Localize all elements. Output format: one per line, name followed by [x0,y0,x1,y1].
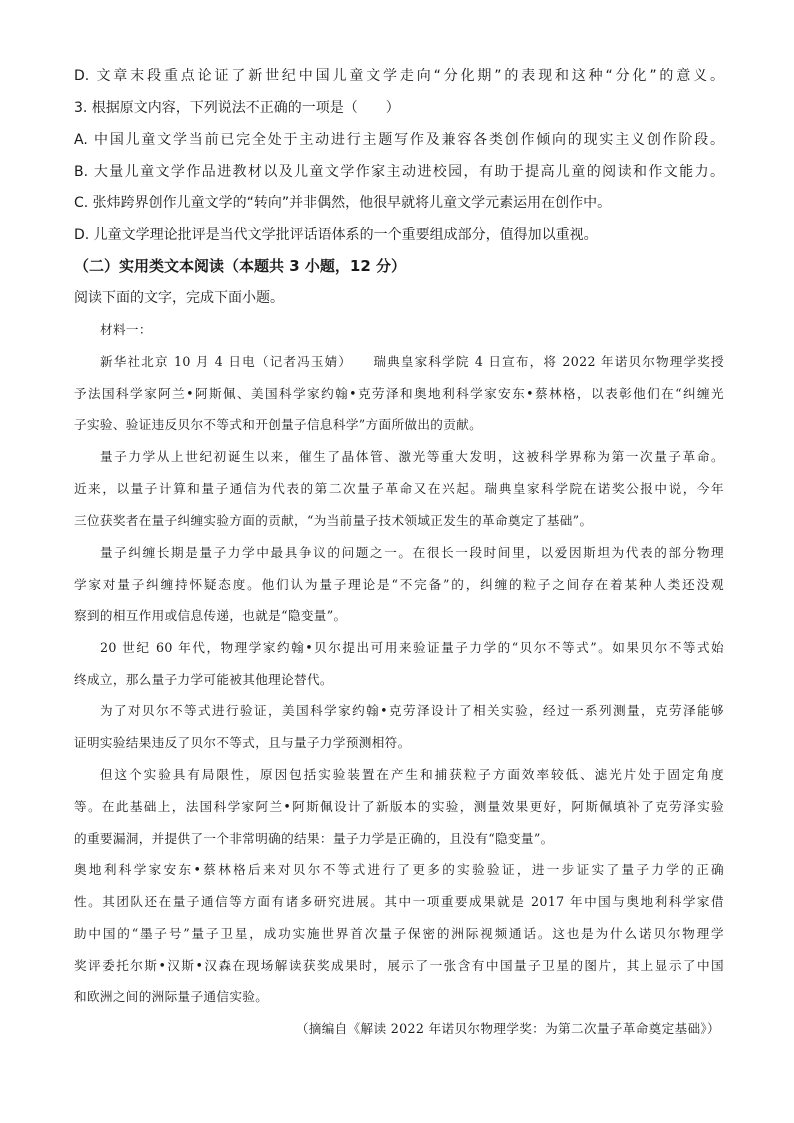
material-line: 学家对量子纠缠持怀疑态度。他们认为量子理论是“不完备”的，纠缠的粒子之间存在着某种人类还没观 [74,577,724,592]
material-line: 20 世纪 60 年代，物理学家约翰•贝尔提出可用来验证量子力学的“贝尔不等式”。如果贝尔不等式始 [100,640,724,655]
material-line: 的重要漏洞，并提供了一个非常明确的结果：量子力学是正确的，且没有“隐变量”。 [74,831,554,846]
q3-option-d: D. 儿童文学理论批评是当代文学批评话语体系的一个重要组成部分，值得加以重视。 [74,227,598,243]
q3-option-c: C. 张炜跨界创作儿童文学的“转向”并非偶然，他很早就将儿童文学元素运用在创作中。 [74,195,612,211]
material-line: 和欧洲之间的洲际量子通信实验。 [74,989,269,1004]
q3-option-a: A. 中国儿童文学当前已完全处于主动进行主题写作及兼容各类创作倾向的现实主义创作阶段。 [74,132,724,148]
material-line: 奥地利科学家安东•蔡林格后来对贝尔不等式进行了更多的实验验证，进一步证实了量子力学的正确 [74,862,724,877]
material-label: 材料一： [100,322,152,337]
material-source: （摘编自《解读 2022 年诺贝尔物理学奖：为第二次量子革命奠定基础》） [295,1021,720,1036]
q3-option-b: B. 大量儿童文学作品进教材以及儿童文学作家主动进校园，有助于提高儿童的阅读和作文能力。 [74,164,724,180]
material-line: 助中国的“墨子号”量子卫星，成功实施世界首次量子保密的洲际视频通话。这也是为什么诺贝尔物理学 [74,926,724,941]
section-instruction: 阅读下面的文字，完成下面小题。 [74,290,284,306]
material-line: 奖评委托尔斯•汉斯•汉森在现场解读获奖成果时，展示了一张含有中国量子卫星的图片，其上显示了中国 [74,958,724,973]
material-line: 等。在此基础上，法国科学家阿兰•阿斯佩设计了新版本的实验，测量效果更好，阿斯佩填补了克劳泽实验 [74,799,724,814]
q3-stem: 3. 根据原文内容，下列说法不正确的一项是（ ） [74,100,400,116]
material-line: 察到的相互作用或信息传递，也就是“隐变量”。 [74,608,347,623]
material-line: 予法国科学家阿兰•阿斯佩、美国科学家约翰•克劳泽和奥地利科学家安东•蔡林格，以表彰他们在“纠缠光 [74,386,724,401]
material-line: 三位获奖者在量子纠缠实验方面的贡献，“为当前量子技术领域正发生的革命奠定了基础”。 [74,513,593,528]
material-line: 新华社北京 10 月 4 日电（记者冯玉婧） 瑞典皇家科学院 4 日宣布，将 2022 年诺贝尔物理学奖授 [100,354,724,369]
section-heading: （二）实用类文本阅读（本题共 3 小题，12 分） [74,257,406,275]
material-line: 近来，以量子计算和量子通信为代表的第二次量子革命又在兴起。瑞典皇家科学院在诺奖公报中说，今年 [74,481,724,496]
material-line: 但这个实验具有局限性，原因包括实验装置在产生和捕获粒子方面效率较低、滤光片处于固定角度 [100,767,724,782]
material-line: 证明实验结果违反了贝尔不等式，且与量子力学预测相符。 [74,735,411,750]
material-line: 量子力学从上世纪初诞生以来，催生了晶体管、激光等重大发明，这被科学界称为第一次量子革命。 [100,449,724,464]
material-line: 性。其团队还在量子通信等方面有诸多研究进展。其中一项重要成果就是 2017 年中国与奥地利科学家借 [74,894,724,909]
material-line: 子实验、验证违反贝尔不等式和开创量子信息科学”方面所做出的贡献。 [74,417,483,432]
material-line: 量子纠缠长期是量子力学中最具争议的问题之一。在很长一段时间里，以爱因斯坦为代表的部分物理 [100,545,724,560]
material-line: 为了对贝尔不等式进行验证，美国科学家约翰•克劳泽设计了相关实验，经过一系列测量，克劳泽能够 [100,703,724,718]
material-line: 终成立，那么量子力学可能被其他理论替代。 [74,672,333,687]
q2-option-d: D. 文章末段重点论证了新世纪中国儿童文学走向“分化期”的表现和这种“分化”的意义。 [74,68,724,84]
